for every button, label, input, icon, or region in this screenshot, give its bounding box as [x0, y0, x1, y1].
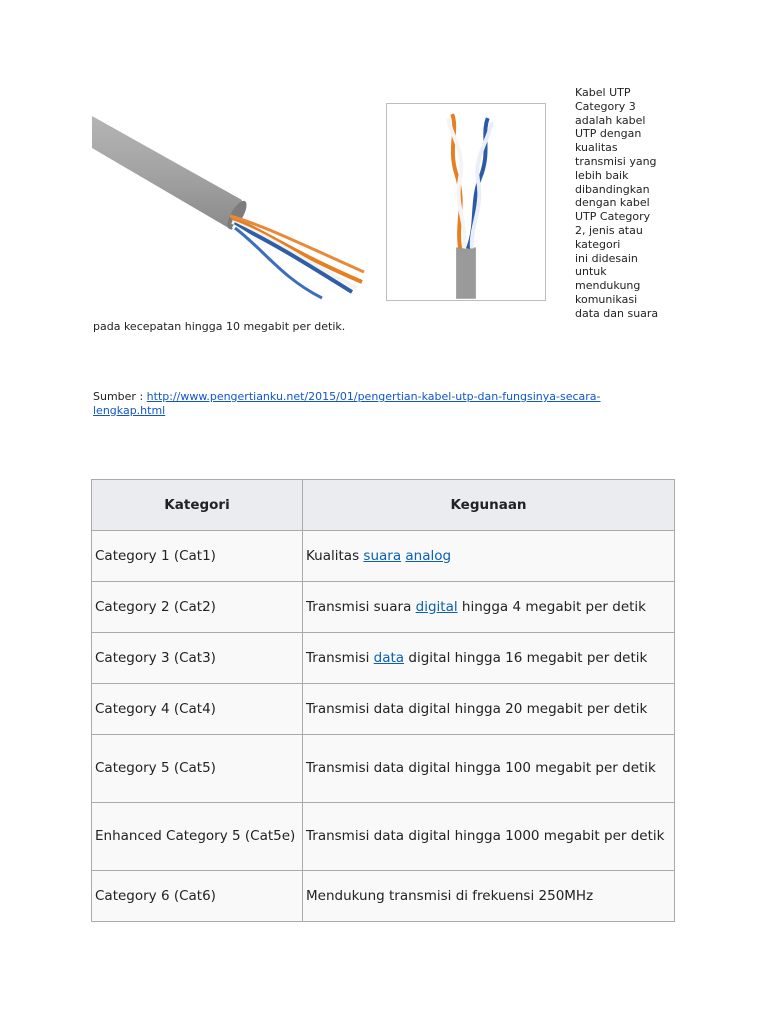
use-text: Kualitas: [306, 547, 364, 564]
category-table: [91, 479, 675, 922]
category-cell: Enhanced Category 5 (Cat5e): [92, 803, 303, 871]
use-cell: Transmisi data digital hingga 100 megabit per detik: [303, 735, 675, 803]
category-cell: Category 3 (Cat3): [92, 633, 303, 684]
use-text: Transmisi suara: [306, 598, 416, 615]
category-cell: Category 4 (Cat4): [92, 684, 303, 735]
category-cell: Category 1 (Cat1): [92, 531, 303, 582]
use-link-analog[interactable]: analog: [405, 547, 452, 564]
table-row: [92, 735, 675, 803]
continuation-paragraph: pada kecepatan hingga 10 megabit per detik.: [93, 320, 346, 333]
table-row: [92, 871, 675, 922]
table-row: [92, 684, 675, 735]
use-text: digital hingga 16 megabit per detik: [404, 649, 648, 666]
use-cell: Transmisi data digital hingga 20 megabit per detik: [303, 684, 675, 735]
use-link-suara[interactable]: suara: [363, 547, 402, 564]
table-row: [92, 633, 675, 684]
table-row: [92, 531, 675, 582]
header-kegunaan: Kegunaan: [303, 480, 675, 531]
use-link-data[interactable]: data: [373, 649, 405, 666]
category-cell: Category 2 (Cat2): [92, 582, 303, 633]
use-cell: [303, 582, 675, 633]
source-line: [93, 390, 653, 417]
source-label: Sumber :: [93, 390, 147, 403]
header-kategori: Kategori: [92, 480, 303, 531]
utp-cable-photo: [92, 112, 368, 304]
category-cell: Category 5 (Cat5): [92, 735, 303, 803]
use-link-digital[interactable]: digital: [415, 598, 458, 615]
source-link[interactable]: http://www.pengertianku.net/2015/01/pengertian-kabel-utp-dan-fungsinya-secara-lengkap.html: [93, 390, 601, 417]
table-row: [92, 803, 675, 871]
use-text: Transmisi: [306, 649, 374, 666]
utp-twisted-pairs-photo: [386, 103, 546, 301]
side-paragraph: Kabel UTP Category 3 adalah kabel UTP dengan kualitas transmisi yang lebih baik dibandingkan dengan kabel UTP Category 2, jenis atau kategori ini didesain untuk mendukung komunikasi data dan suara: [575, 86, 659, 320]
use-text: hingga 4 megabit per detik: [457, 598, 647, 615]
use-cell: Transmisi data digital hingga 1000 megabit per detik: [303, 803, 675, 871]
use-cell: [303, 531, 675, 582]
table-row: [92, 582, 675, 633]
use-cell: [303, 633, 675, 684]
table-header-row: [92, 480, 675, 531]
category-cell: Category 6 (Cat6): [92, 871, 303, 922]
use-cell: Mendukung transmisi di frekuensi 250MHz: [303, 871, 675, 922]
